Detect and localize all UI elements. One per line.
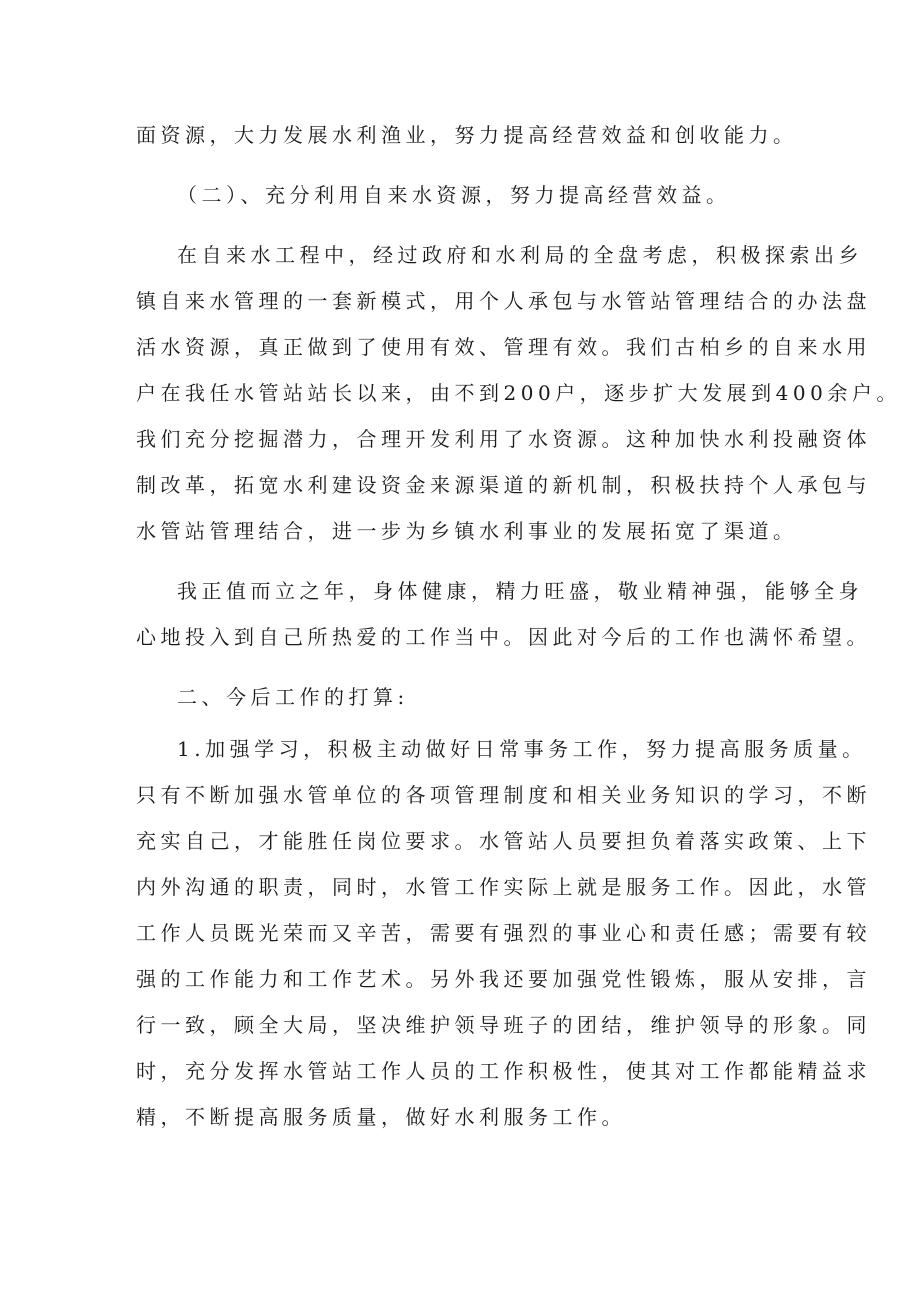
- paragraph-water-supply: [136, 232, 901, 554]
- paragraph-line: 工作人员既光荣而又辛苦，需要有强烈的事业心和责任感；需要有较: [136, 921, 871, 945]
- paragraph-self-assessment: [136, 568, 871, 660]
- paragraph-line: 强的工作能力和工作艺术。另外我还要加强党性锻炼，服从安排，言: [136, 967, 871, 991]
- paragraph-line: 内外沟通的职责，同时，水管工作实际上就是服务工作。因此，水管: [136, 875, 871, 899]
- document-body: [136, 112, 901, 1140]
- section-heading: 二、今后工作的打算:: [177, 685, 409, 709]
- paragraph-line: 户在我任水管站站长以来，由不到200户，逐步扩大发展到400余户。: [136, 381, 901, 405]
- paragraph-line: 行一致，顾全大局，坚决维护领导班子的团结，维护领导的形象。同: [136, 1013, 871, 1037]
- paragraph-plan-1: [136, 726, 871, 1140]
- paragraph-line: 面资源，大力发展水利渔业，努力提高经营效益和创收能力。: [136, 123, 798, 147]
- paragraph-line: 活水资源，真正做到了使用有效、管理有效。我们古柏乡的自来水用: [136, 335, 871, 359]
- paragraph-line: 充实自己，才能胜任岗位要求。水管站人员要担负着落实政策、上下: [136, 829, 871, 853]
- subheading: （二）、充分利用自来水资源，努力提高经营效益。: [177, 183, 731, 207]
- paragraph-line: 精，不断提高服务质量，做好水利服务工作。: [136, 1105, 626, 1129]
- paragraph-line: 在自来水工程中，经过政府和水利局的全盘考虑，积极探索出乡: [177, 243, 863, 267]
- paragraph-line: 制改革，拓宽水利建设资金来源渠道的新机制，积极扶持个人承包与: [136, 473, 871, 497]
- paragraph-line: 时，充分发挥水管站工作人员的工作积极性，使其对工作都能精益求: [136, 1059, 871, 1083]
- paragraph-line: 我正值而立之年，身体健康，精力旺盛，敬业精神强，能够全身: [177, 579, 863, 603]
- paragraph-line: 只有不断加强水管单位的各项管理制度和相关业务知识的学习，不断: [136, 783, 871, 807]
- paragraph-line: 我们充分挖掘潜力，合理开发利用了水资源。这种加快水利投融资体: [136, 427, 871, 451]
- paragraph-line: 镇自来水管理的一套新模式，用个人承包与水管站管理结合的办法盘: [136, 289, 871, 313]
- paragraph-line: 1.加强学习，积极主动做好日常事务工作，努力提高服务质量。: [177, 737, 867, 761]
- paragraph-line: 心地投入到自己所热爱的工作当中。因此对今后的工作也满怀希望。: [136, 625, 871, 649]
- paragraph-line: 水管站管理结合，进一步为乡镇水利事业的发展拓宽了渠道。: [136, 519, 798, 543]
